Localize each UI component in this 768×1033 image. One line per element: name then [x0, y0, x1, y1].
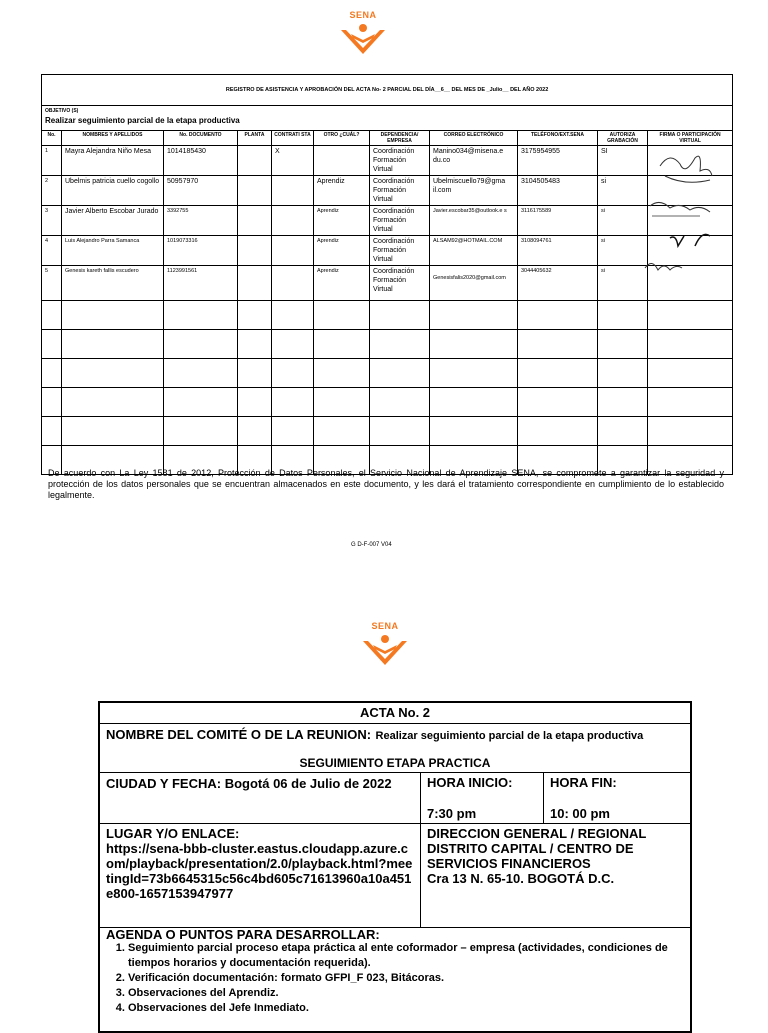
place-cell [99, 823, 421, 928]
cell-phone: 3108094761 [518, 236, 598, 266]
cell-contratista: X [272, 146, 314, 176]
cell-email: Javier.escobar35@outlook.e s [430, 206, 518, 236]
cell-name: Ubelmis patricia cuello cogollo [62, 176, 164, 206]
agenda-label: AGENDA O PUNTOS PARA DESARROLLAR: [106, 927, 380, 942]
cell-email: ALSAM92@HOTMAIL.COM [430, 236, 518, 266]
sena-logo-figure-icon [355, 621, 415, 669]
table-row [42, 266, 733, 301]
place-label: LUGAR Y/O ENLACE: [106, 826, 240, 841]
cell-auth: si [598, 266, 648, 301]
cell-phone: 3104505483 [518, 176, 598, 206]
table-row-empty [42, 330, 733, 359]
sena-logo-text: SENA [371, 621, 399, 631]
cell-name: Genesis kareth fallis escudero [62, 266, 164, 301]
cell-planta [238, 176, 272, 206]
cell-contratista [272, 206, 314, 236]
agenda-list [106, 941, 684, 1016]
cell-phone: 3044405632 [518, 266, 598, 301]
attendance-title: REGISTRO DE ASISTENCIA Y APROBACIÓN DEL ACTA No- 2 PARCIAL DEL DÍA__6__ DEL MES DE _Julio__ DEL AÑO 2022 [42, 75, 733, 106]
cell-otro: Aprendiz [314, 236, 370, 266]
cell-name: Javier Alberto Escobar Jurado [62, 206, 164, 236]
col-header: AUTORIZA GRABACIÓN [598, 131, 648, 146]
agenda-item: 4. Observaciones del Jefe Inmediato. [128, 1001, 684, 1016]
agenda-item: 1. Seguimiento parcial proceso etapa práctica al ente coformador – empresa (actividades, condiciones de tiempos horarios y documentación requerida). [128, 941, 684, 971]
cell-email: Manino034@misena.e du.co [430, 146, 518, 176]
agenda-item: 3. Observaciones del Aprendiz. [128, 986, 684, 1001]
form-code: G D-F-007 V04 [351, 542, 392, 548]
agenda-cell [99, 927, 691, 1032]
cell-contratista [272, 236, 314, 266]
cell-dep: Coordinación Formación Virtual [370, 176, 430, 206]
cell-planta [238, 236, 272, 266]
cell-doc: 1019073316 [164, 236, 238, 266]
cell-no: 4 [42, 236, 62, 266]
place-link[interactable]: https://sena-bbb-cluster.eastus.cloudapp.azure.com/playback/presentation/2.0/playback.html?meetingId=73b6645315c56c4bd605c71613960a10a451e800-1657153947977 [106, 841, 413, 901]
address: Cra 13 N. 65-10. BOGOTÁ D.C. [427, 871, 615, 886]
table-row-empty [42, 388, 733, 417]
cell-doc: 1014185430 [164, 146, 238, 176]
cell-no: 3 [42, 206, 62, 236]
end-time-cell [543, 772, 691, 824]
sena-logo-figure-icon [333, 10, 393, 58]
col-header: NOMBRES Y APELLIDOS [62, 131, 164, 146]
col-header: FIRMA O PARTICIPACIÓN VIRTUAL [648, 131, 733, 146]
cell-otro [314, 146, 370, 176]
privacy-note: De acuerdo con La Ley 1581 de 2012, Protección de Datos Personales, el Servicio Nacional de Aprendizaje SENA, se compromete a garantizar la seguridad y protección de los datos personales que se encuentran almacenados en este documento, y les dará el tratamiento correspondiente en cumplimiento de lo establecido legalmente. [48, 468, 724, 500]
col-header: OTRO ¿CUÁL? [314, 131, 370, 146]
agenda-item: 2. Verificación documentación: formato GFPI_F 023, Bitácoras. [128, 971, 684, 986]
start-time-cell [420, 772, 544, 824]
table-row-empty [42, 301, 733, 330]
col-header: No. [42, 131, 62, 146]
col-header: DEPENDENCIA/ EMPRESA [370, 131, 430, 146]
cell-phone: 3175954955 [518, 146, 598, 176]
table-row [42, 146, 733, 176]
start-value: 7:30 pm [427, 806, 477, 821]
cell-email: Genesisfalis2020@gmail.com [430, 266, 518, 301]
committee-value: Realizar seguimiento parcial de la etapa productiva [375, 730, 644, 742]
cell-dep: Coordinación Formación Virtual [370, 206, 430, 236]
city-date: CIUDAD Y FECHA: Bogotá 06 de Julio de 2022 [106, 776, 392, 791]
col-header: No. DOCUMENTO [164, 131, 238, 146]
table-row [42, 236, 733, 266]
signatures-drawing [640, 146, 730, 286]
cell-no: 1 [42, 146, 62, 176]
cell-auth: si [598, 206, 648, 236]
cell-no: 2 [42, 176, 62, 206]
table-row-empty [42, 359, 733, 388]
city-date-cell [99, 772, 421, 824]
cell-planta [238, 146, 272, 176]
end-label: HORA FIN: [550, 775, 617, 790]
acta-title-cell [99, 702, 691, 724]
objective-row [42, 106, 733, 131]
cell-planta [238, 266, 272, 301]
cell-dep: Coordinación Formación Virtual [370, 266, 430, 301]
cell-dep: Coordinación Formación Virtual [370, 146, 430, 176]
cell-name: Luis Alejandro Parra Samanca [62, 236, 164, 266]
cell-contratista [272, 266, 314, 301]
sena-logo-bottom [355, 621, 415, 669]
table-row [42, 206, 733, 236]
cell-planta [238, 206, 272, 236]
cell-otro: Aprendiz [314, 266, 370, 301]
cell-auth: SI [598, 146, 648, 176]
cell-otro: Aprendiz [314, 176, 370, 206]
objective-value: Realizar seguimiento parcial de la etapa productiva [45, 116, 240, 125]
end-value: 10: 00 pm [550, 806, 610, 821]
start-label: HORA INICIO: [427, 775, 513, 790]
committee-cell [99, 723, 691, 773]
direction-cell [420, 823, 691, 928]
committee-label: NOMBRE DEL COMITÉ O DE LA REUNION: [106, 727, 372, 742]
acta-title: ACTA No. 2 [359, 705, 431, 720]
col-header: PLANTA [238, 131, 272, 146]
cell-auth: si [598, 236, 648, 266]
acta-subtitle: SEGUIMIENTO ETAPA PRACTICA [299, 756, 491, 770]
cell-auth: si [598, 176, 648, 206]
cell-email: Ubelmiscuello79@gma il.com [430, 176, 518, 206]
cell-doc: 3392755 [164, 206, 238, 236]
table-row [42, 176, 733, 206]
cell-no: 5 [42, 266, 62, 301]
table-row-empty [42, 417, 733, 446]
sena-logo-top [333, 10, 393, 58]
cell-otro: Aprendiz [314, 206, 370, 236]
attendance-table [41, 74, 733, 475]
cell-dep: Coordinación Formación Virtual [370, 236, 430, 266]
direction: DIRECCION GENERAL / REGIONAL DISTRITO CAPITAL / CENTRO DE SERVICIOS FINANCIEROS [427, 826, 647, 871]
col-header: CORREO ELECTRÓNICO [430, 131, 518, 146]
cell-name: Mayra Alejandra Niño Mesa [62, 146, 164, 176]
acta-table [98, 701, 692, 1033]
cell-doc: 1123991561 [164, 266, 238, 301]
cell-doc: 50957970 [164, 176, 238, 206]
cell-phone: 3116175589 [518, 206, 598, 236]
col-header: TELÉFONO/EXT.SENA [518, 131, 598, 146]
sena-logo-text: SENA [349, 10, 377, 20]
objective-label: OBJETIVO (S) [45, 108, 79, 114]
cell-contratista [272, 176, 314, 206]
col-header: CONTRATI STA [272, 131, 314, 146]
